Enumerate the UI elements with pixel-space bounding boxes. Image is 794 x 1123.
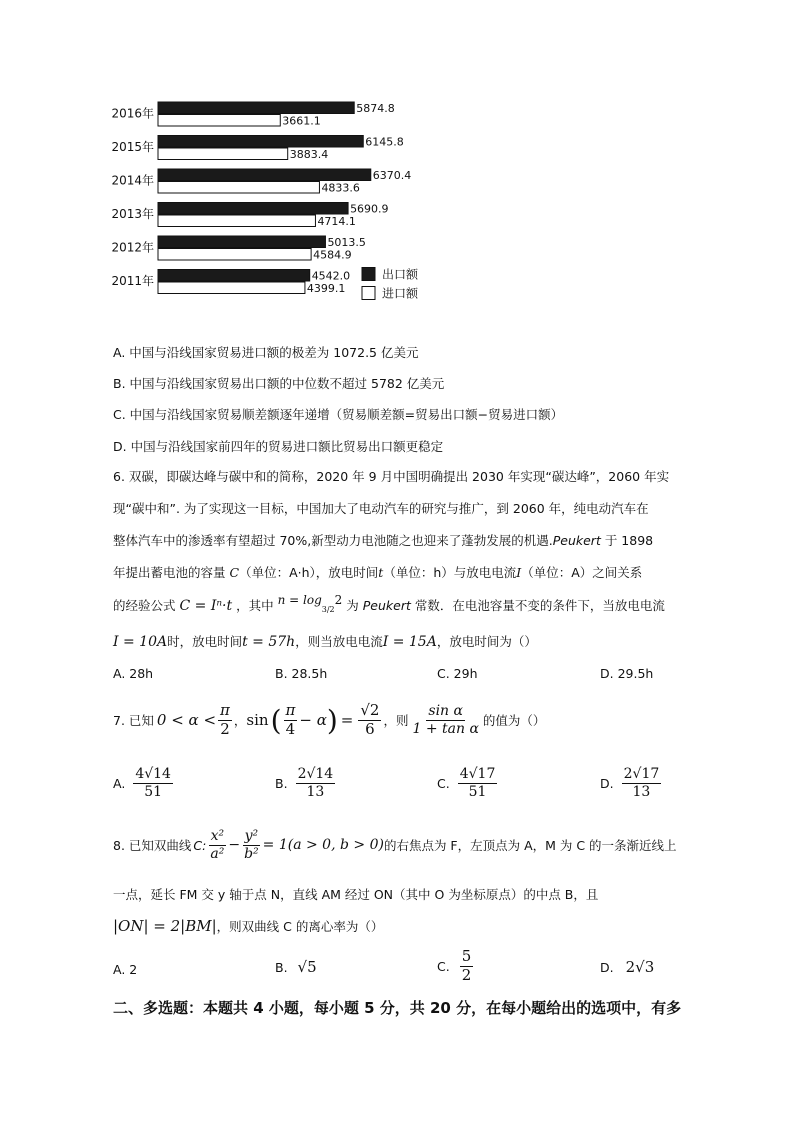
q7-option-d — [600, 762, 663, 804]
q8-line-3-tail: ，则双曲线 C 的离心率为（） — [216, 919, 384, 934]
q7-rhs-num: √2 — [360, 701, 380, 720]
import-value-label: 4399.1 — [306, 282, 346, 295]
import-value-label: 3883.4 — [289, 148, 329, 161]
a2-den: a² — [210, 845, 225, 862]
q8-condition: |ON| = 2|BM| — [113, 917, 217, 935]
q7-rhs — [358, 702, 381, 738]
q6-line-3-text: 整体汽车中的渗透率有望超过 70%,新型动力电池随之也迎来了蓬勃发展的机遇. — [113, 533, 553, 548]
q8-option-c-num: 5 — [461, 947, 472, 966]
import-value-label: 4833.6 — [321, 181, 360, 195]
q8-line-3 — [113, 917, 383, 935]
export-value-label: 5013.5 — [327, 236, 366, 249]
chart-category-label: 2016年 — [111, 106, 154, 121]
chart-category-label: 2012年 — [111, 240, 154, 255]
q8-option-c-frac — [460, 948, 474, 984]
current-15: I = 15A — [382, 634, 437, 650]
q7-option-b-frac — [296, 766, 336, 799]
pi-over-2-num: π — [220, 701, 230, 720]
q8-option-c-label: C. — [437, 958, 450, 974]
q7-tail: 的值为（） — [482, 713, 546, 728]
import-bar — [158, 249, 311, 261]
q7-stem — [113, 697, 545, 743]
q8-option-c — [437, 946, 475, 986]
q7-option-d-den: 13 — [632, 783, 651, 800]
export-value-label: 5690.9 — [350, 202, 389, 216]
q8-option-a: A. 2 — [113, 962, 138, 977]
q7-option-b-den: 13 — [306, 783, 325, 800]
sin-func: sin — [246, 711, 269, 729]
q7-option-c-num: 4√17 — [459, 766, 496, 783]
b2-den: b² — [244, 845, 259, 862]
y2-over-b2 — [242, 828, 261, 861]
export-value-label: 5874.8 — [356, 102, 395, 115]
q7-option-b-num: 2√14 — [297, 766, 334, 783]
chart-category-label: 2015年 — [111, 140, 154, 154]
peukert-formula: C = Iⁿ·t — [179, 598, 233, 614]
export-bar — [158, 270, 310, 282]
q7-comma: ， — [233, 713, 247, 728]
export-bar — [158, 102, 354, 114]
q7-option-c-label: C. — [437, 775, 450, 791]
export-value-label: 6370.4 — [372, 169, 412, 182]
q7-option-c-den: 51 — [468, 783, 487, 800]
q6-line-3 — [113, 531, 653, 549]
q6-line-4-c: （单位：h）与放电电流 — [383, 565, 517, 580]
q8-minus: − — [228, 837, 241, 853]
q7-option-c-frac — [458, 766, 498, 799]
q8-curve-name: C: — [193, 837, 207, 853]
q5-option-a: A. 中国与沿线国家贸易进口额的极差为 1072.5 亿美元 — [113, 345, 419, 360]
q6-line-4-b: （单位：A·h），放电时间 — [239, 565, 379, 580]
legend-swatch-export — [362, 268, 375, 281]
trade-bar-chart — [0, 90, 794, 310]
q6-line-4-d: （单位：A）之间关系 — [521, 565, 643, 580]
peukert-name: Peukert — [552, 533, 601, 548]
n-formula: n = log — [277, 593, 322, 607]
pi-over-2-den: 2 — [220, 719, 230, 738]
import-value-label: 4714.1 — [317, 215, 356, 228]
minus-alpha: − α — [299, 711, 327, 729]
import-bar — [158, 282, 305, 294]
import-bar — [158, 148, 288, 160]
import-bar — [158, 215, 315, 227]
q6-line-5-b: ，其中 — [236, 598, 274, 613]
import-bar — [158, 182, 319, 194]
section-2-heading: 二、多选题：本题共 4 小题，每小题 5 分，共 20 分，在每小题给出的选项中，有多 — [113, 999, 682, 1017]
q6-option-b: B. 28.5h — [275, 666, 328, 681]
q7-then: ，则 — [383, 713, 409, 728]
q7-option-b-label: B. — [275, 775, 288, 791]
q8-line-1 — [113, 823, 677, 867]
q6-line-6-d: ，则当放电电流 — [295, 634, 383, 649]
chart-category-label: 2013年 — [111, 207, 154, 221]
q8-line-1-tail: 的右焦点为 F，左顶点为 A，M 为 C 的一条渐近线上 — [383, 838, 677, 853]
q6-option-d: D. 29.5h — [600, 666, 654, 681]
q5-option-d: D. 中国与沿线国家前四年的贸易进口额比贸易出口额更稳定 — [113, 439, 444, 454]
q7-option-a-num: 4√14 — [135, 766, 171, 783]
time-57: t = 57h — [242, 634, 296, 650]
q7-option-a-label: A. — [113, 775, 126, 791]
q8-option-b-label: B. — [275, 960, 288, 975]
chart-category-label: 2011年 — [111, 274, 154, 288]
q7-rhs-den: 6 — [365, 719, 375, 738]
pi-over-4-num: π — [285, 701, 296, 720]
export-value-label: 4542.0 — [311, 269, 351, 283]
export-bar — [158, 169, 371, 181]
q7-option-d-label: D. — [600, 775, 614, 791]
q7-prefix: 7. 已知 — [113, 713, 154, 728]
q8-option-d-label: D. — [600, 960, 614, 975]
q8-option-c-den: 2 — [461, 965, 472, 984]
q6-line-5-d: 常数．在电池容量不变的条件下，当放电电流 — [414, 598, 665, 613]
q6-option-c: C. 29h — [437, 666, 478, 681]
log-base: 3/2 — [321, 605, 335, 614]
q6-line-3-tail: 于 1898 — [604, 533, 654, 548]
y2-num: y² — [244, 828, 259, 845]
q7-option-a — [113, 762, 175, 804]
q8-line-2: 一点，延长 FM 交 y 轴于点 N，直线 AM 经过 ON（其中 O 为坐标原点）的中点 B，且 — [113, 887, 599, 902]
q6-line-1: 6. 双碳，即碳达峰与碳中和的简称，2020 年 9 月中国明确提出 2030 年实现“碳达峰”，2060 年实 — [113, 469, 670, 484]
log-arg: 2 — [334, 593, 343, 607]
q6-line-5-a: 的经验公式 — [113, 598, 176, 613]
q8-option-b — [275, 958, 317, 976]
q6-line-6 — [113, 632, 537, 650]
q7-option-c — [437, 762, 499, 804]
q5-option-c: C. 中国与沿线国家贸易顺差额逐年递增（贸易顺差额=贸易出口额−贸易进口额） — [113, 407, 564, 422]
q6-line-6-b: 时，放电时间 — [167, 634, 243, 649]
q6-line-4-a: 年提出蓄电池的容量 — [113, 565, 226, 580]
q7-option-a-den: 51 — [144, 783, 163, 800]
q5-option-b: B. 中国与沿线国家贸易出口额的中位数不超过 5782 亿美元 — [113, 376, 445, 391]
current-10: I = 10A — [113, 634, 168, 650]
q6-line-2: 现“碳中和”. 为了实现这一目标，中国加大了电动汽车的研究与推广，到 2060 年，纯电动汽车在 — [113, 501, 649, 516]
pi-over-4 — [284, 702, 298, 738]
chart-category-label: 2014年 — [111, 173, 154, 188]
peukert-name-2: Peukert — [362, 598, 411, 613]
export-bar — [158, 236, 325, 248]
pi-over-4-den: 4 — [285, 719, 296, 738]
q6-line-5-c: 为 — [346, 598, 359, 613]
x2-over-a2 — [208, 828, 226, 861]
legend-swatch-import — [362, 287, 375, 300]
q6-line-5 — [113, 593, 665, 621]
q7-expr-num: sin α — [428, 703, 463, 720]
legend-label-import: 进口额 — [382, 286, 419, 301]
q7-option-b — [275, 762, 337, 804]
import-value-label: 4584.9 — [313, 248, 352, 262]
q8-equation-rhs: = 1(a > 0, b > 0) — [262, 837, 384, 853]
import-value-label: 3661.1 — [282, 114, 321, 128]
q7-equals: = — [340, 711, 354, 729]
q6-option-a: A. 28h — [113, 666, 154, 681]
pi-over-2 — [218, 702, 232, 738]
q7-expression — [410, 703, 480, 736]
legend-label-export: 出口额 — [382, 267, 419, 282]
export-bar — [158, 136, 363, 148]
export-bar — [158, 203, 348, 215]
q7-option-d-num: 2√17 — [623, 766, 660, 783]
x2-num: x² — [210, 828, 225, 845]
current-var: I — [516, 565, 522, 580]
q8-option-d-value: 2√3 — [625, 958, 655, 976]
q8-prefix: 8. 已知双曲线 — [113, 838, 192, 853]
q6-line-4 — [113, 563, 642, 581]
q7-expr-den: 1 + tan α — [412, 720, 479, 737]
paren-open: ( — [270, 703, 282, 737]
import-bar — [158, 115, 280, 127]
export-value-label: 6145.8 — [365, 135, 404, 149]
time-var: t — [378, 565, 384, 580]
capacity-var: C — [229, 565, 240, 580]
q7-condition: 0 < α < — [156, 711, 217, 729]
q8-option-b-value: √5 — [297, 958, 317, 976]
paren-close: ) — [326, 703, 338, 737]
q8-option-d — [600, 958, 654, 976]
q7-option-d-frac — [622, 766, 662, 799]
q6-line-6-f: ，放电时间为（） — [436, 634, 537, 649]
q7-option-a-frac — [133, 766, 173, 799]
